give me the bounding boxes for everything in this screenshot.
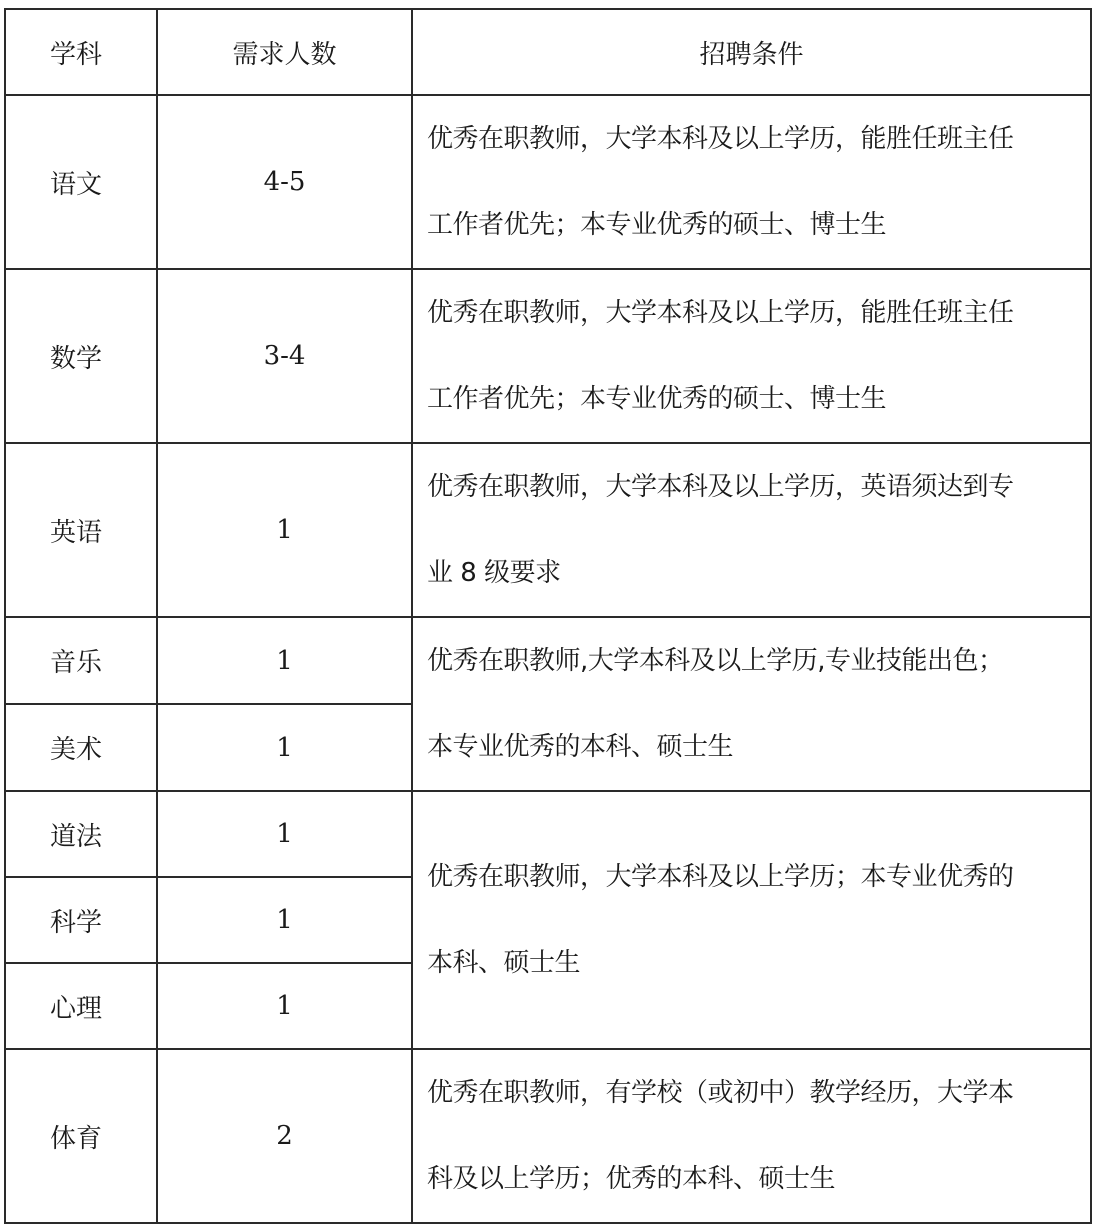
conditions-cell [412,443,1091,617]
table-row [5,617,1091,704]
table-row [5,269,1091,443]
table-row [5,443,1091,617]
header-row [5,9,1091,95]
count-cell: 1 [157,877,412,963]
conditions-cell [412,791,1091,1049]
table-row [5,791,1091,877]
count-cell: 1 [157,443,412,617]
table-row [5,95,1091,269]
header-count: 需求人数 [157,9,412,95]
header-subject: 学科 [5,9,157,95]
conditions-line: 优秀在职教师，有学校（或初中）教学经历，大学本 [427,1078,1014,1108]
conditions-line: 本专业优秀的本科、硕士生 [427,732,734,762]
subject-cell: 体育 [5,1049,157,1223]
conditions-line: 工作者优先；本专业优秀的硕士、博士生 [427,210,887,240]
count-cell: 2 [157,1049,412,1223]
conditions-line: 优秀在职教师，大学本科及以上学历，能胜任班主任 [427,298,1014,328]
count-cell: 4-5 [157,95,412,269]
subject-cell: 美术 [5,704,157,791]
conditions-line: 优秀在职教师，大学本科及以上学历；本专业优秀的 [427,862,1014,892]
header-conditions: 招聘条件 [412,9,1091,95]
recruitment-table [4,8,1092,1224]
conditions-line: 优秀在职教师,大学本科及以上学历,专业技能出色； [427,646,1004,676]
conditions-line: 科及以上学历；优秀的本科、硕士生 [427,1164,836,1194]
subject-cell: 科学 [5,877,157,963]
subject-cell: 英语 [5,443,157,617]
conditions-line: 业 8 级要求 [427,558,561,588]
subject-cell: 道法 [5,791,157,877]
subject-cell: 语文 [5,95,157,269]
count-cell: 1 [157,617,412,704]
subject-cell: 数学 [5,269,157,443]
count-cell: 1 [157,791,412,877]
count-cell: 3-4 [157,269,412,443]
subject-cell: 音乐 [5,617,157,704]
table-row [5,1049,1091,1223]
conditions-line: 工作者优先；本专业优秀的硕士、博士生 [427,384,887,414]
conditions-cell [412,269,1091,443]
count-cell: 1 [157,704,412,791]
subject-cell: 心理 [5,963,157,1049]
conditions-cell [412,1049,1091,1223]
conditions-line: 优秀在职教师，大学本科及以上学历，英语须达到专 [427,472,1014,502]
conditions-line: 优秀在职教师，大学本科及以上学历，能胜任班主任 [427,124,1014,154]
conditions-cell [412,95,1091,269]
conditions-line: 本科、硕士生 [427,948,581,978]
conditions-cell [412,617,1091,791]
count-cell: 1 [157,963,412,1049]
